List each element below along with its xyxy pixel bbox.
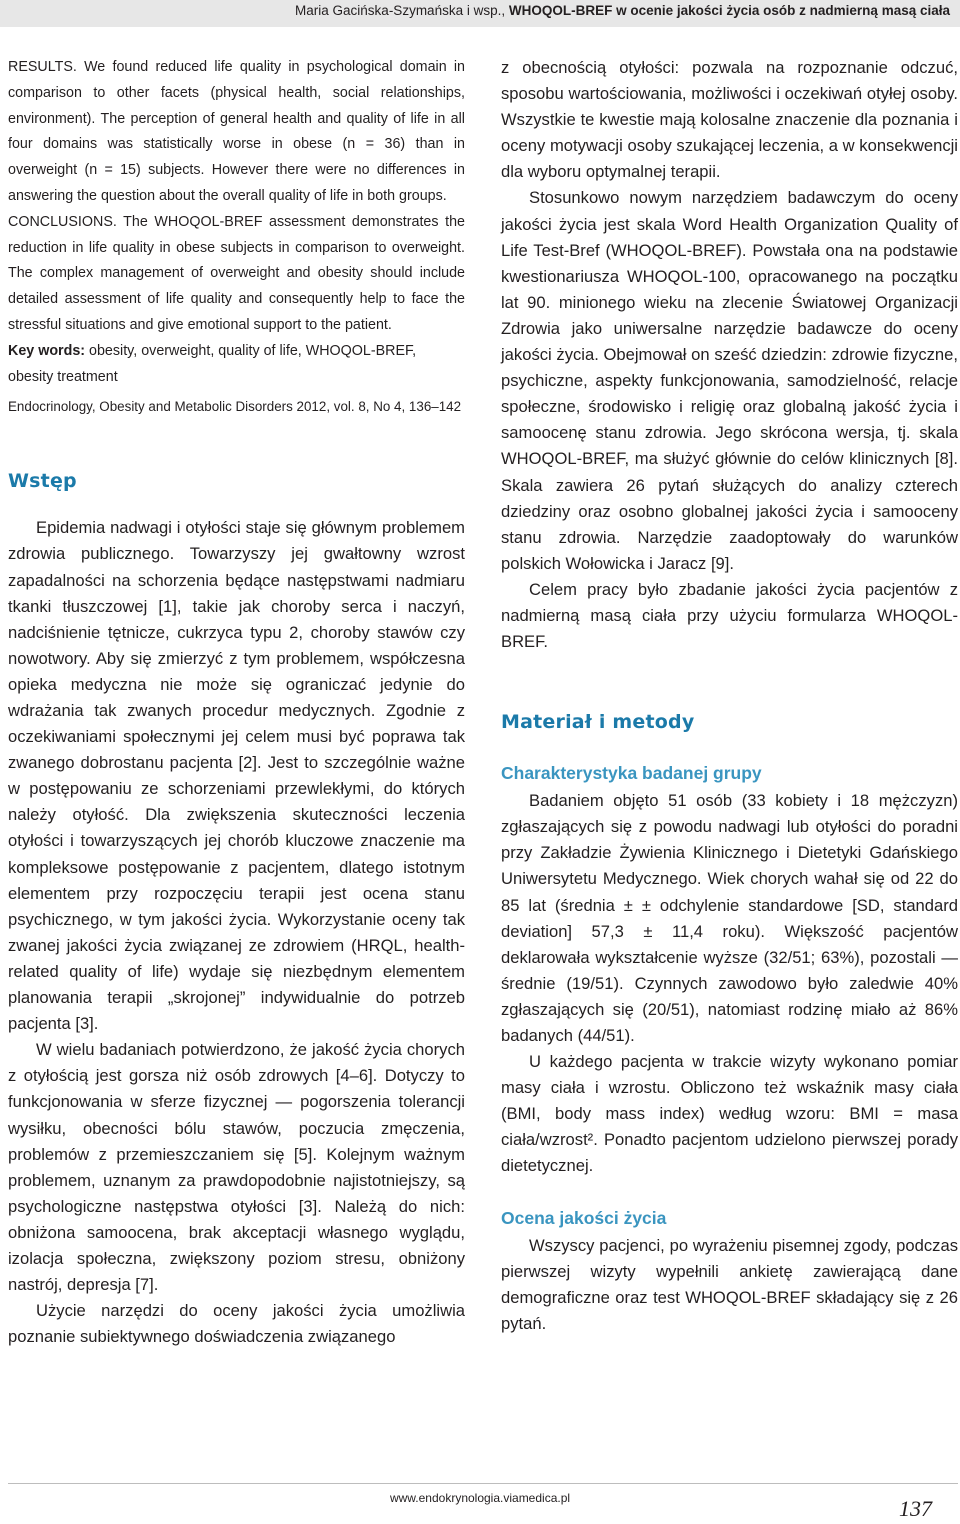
qol-paragraph-1: Wszyscy pacjenci, po wyrażeniu pisemnej zgody, podczas pierwszej wizyty wypełnili ankietę zawierającą dane demograficzne oraz test WHOQOL-BREF składający się z 26 pytań.	[501, 1235, 958, 1333]
running-header	[0, 0, 960, 27]
group-paragraph-2: U każdego pacjenta w trakcie wizyty wykonano pomiar masy ciała i wzrostu. Obliczono też wskaźnik masy ciała (BMI, body mass index) według wzoru: BMI = masa ciała/wzrost². Ponadto pacjentom udzielono pierwszej porady dietetycznej.	[501, 1052, 958, 1176]
right-paragraph-2: Stosunkowo nowym narzędziem badawczym do oceny jakości życia jest skala Word Health Organization Quality of Life Test-Bref (WHOQOL-BREF). Powstała ona na podstawie kwestionariusza WHOQOL-100, opracowanego na początku lat 90. minionego wieku na zlecenie Światowej Organizacji Zdrowia jako uniwersalne narzędzie badawcze do oceny jakości życia. Obejmował on sześć dziedzin: zdrowie fizyczne, psychiczne, aspekty funkcjonowania, samodzielność, relacje społeczne, środowisko i religię oraz globalną jakość życia i samoocenę stanu zdrowia. Jego skrócona wersja, tj. skala WHOQOL-BREF, ma służyć głównie do celów klinicznych [8]. Skala zawiera 26 pytań służących do analizy czterech dziedziny oraz osobno globalnej jakości życia i samooceny stanu zdrowia. Narzędzie zaadoptowały do warunków polskich Wołowicka i Jaracz [9].	[501, 188, 958, 573]
group-body	[501, 788, 958, 1179]
left-column	[8, 55, 465, 1350]
intro-paragraph-3: Użycie narzędzi do oceny jakości życia umożliwia poznanie subiektywnego doświadczenia związanego	[8, 1301, 465, 1347]
section-heading-methods: Materiał i metody	[501, 711, 695, 734]
citation: Endocrinology, Obesity and Metabolic Disorders 2012, vol. 8, No 4, 136–142	[8, 399, 462, 415]
section-heading-intro: Wstęp	[8, 470, 77, 493]
footer-url: www.endokrynologia.viamedica.pl	[389, 1491, 571, 1505]
right-paragraph-1: z obecnością otyłości: pozwala na rozpoznanie odczuć, sposobu wartościowania, możliwości i oczekiwań otyłej osoby. Wszystkie te kwestie mają kolosalne znaczenie dla poznania i oceny motywacji osoby szukającej leczenia, a w konsekwencji dla wyboru optymalnej terapii.	[501, 58, 958, 182]
group-paragraph-1: Badaniem objęto 51 osób (33 kobiety i 18 mężczyzn) zgłaszających się z powodu nadwagi lub otyłości do poradni przy Zakładzie Żywienia Klinicznego i Dietetyki Gdańskiego Uniwersytetu Medycznego. Wiek chorych wahał się od 22 do 85 lat (średnia ± ± odchylenie standardowe [SD, standard deviation] 57,3 ± 11,4 roku). Większość pacjentów deklarowała wykształcenie wyższe (32/51; 63%), pozostali — średnie (19/51). Czynnych zawodowo było zaledwie 40% zgłaszających się (20/51), natomiast rodzinę miało aż 86% badanych (44/51).	[501, 791, 958, 1045]
right-paragraph-3: Celem pracy było zbadanie jakości życia pacjentów z nadmierną masą ciała przy użyciu formularza WHOQOL-BREF.	[501, 579, 958, 652]
header-title: WHOQOL-BREF w ocenie jakości życia osób z nadmierną masą ciała	[508, 3, 950, 18]
intro-paragraph-1: Epidemia nadwagi i otyłości staje się głównym problemem zdrowia publicznego. Towarzyszy jej gwałtowny wzrost zapadalności na schorzenia będące następstwami nadmiaru tkanki tłuszczowej [1], takie jak choroby serca i naczyń, nadciśnienie tętnicze, cukrzyca typu 2, choroby stawów czy nowotwory. Aby się zmierzyć z tym problemem, współczesna opieka medyczna nie może się ograniczać jedynie do wdrażania tak zwanych procedur medycznych. Zgodnie z oczekiwaniami społecznymi jej celem musi być poprawa tak zwanego dobrostanu pacjenta [2]. Jest to szczególnie ważne w postępowaniu ze schorzeniami przewlekłymi, do których należy otyłość. Dla zwiększenia skuteczności leczenia otyłości i towarzyszących jej chorób kluczowe znaczenie ma kompleksowe postępowanie z pacjentem, dlatego istotnym elementem przy rozpoczęciu terapii jest ocena stanu psychicznego, w tym jakości życia. Wykorzystanie oceny tak zwanej jakości życia związanej ze zdrowiem (HRQL, health-related quality of life) wydaje się niezbędnym elementem planowania terapii „skrojonej” indywidualnie do potrzeb pacjenta [3].	[8, 518, 465, 1034]
abstract-conclusions: CONCLUSIONS. The WHOQOL-BREF assessment demonstrates the reduction in life quality in obese subjects in comparison to overweight. The complex management of overweight and obesity should include detailed assessment of life quality and consequently help to face the stressful situations and give emotional support to the patient.	[8, 213, 465, 333]
subheading-group: Charakterystyka badanej grupy	[501, 763, 762, 784]
abstract-keywords	[8, 339, 465, 391]
keywords-list: obesity, overweight, quality of life, WHOQOL-BREF, obesity treatment	[8, 342, 417, 385]
running-header-text	[295, 3, 950, 18]
footer-divider	[8, 1483, 958, 1484]
abstract	[8, 55, 465, 417]
right-column	[501, 55, 958, 1337]
keywords-label: Key words:	[8, 342, 86, 359]
qol-body	[501, 1233, 958, 1337]
intro-paragraph-2: W wielu badaniach potwierdzono, że jakość życia chorych z otyłością jest gorsza niż osób zdrowych [4–6]. Dotyczy to funkcjonowania w sferze fizycznej — pogorszenia tolerancji wysiłku, obecności bólu stawów, poczucia zmęczenia, problemów z przemieszczaniem się [5]. Kolejnym ważnym problemem, uznanym za prawdopodobnie najistotniejszy, są psychologiczne następstwa otyłości [3]. Należą do nich: obniżona samoocena, brak akceptacji własnego wyglądu, izolacja społeczna, zwiększony poziom stresu, obniżony nastrój, depresja [7].	[8, 1040, 465, 1295]
abstract-results: RESULTS. We found reduced life quality in psychological domain in comparison to other facets (physical health, social relationships, environment). The perception of general health and quality of life in all four domains was statistically worse in obese (n = 36) than in overweight (n = 15) subjects. However there were no differences in answering the question about the overall quality of life in both groups.	[8, 59, 465, 204]
page-number: 137	[899, 1496, 932, 1521]
intro-body	[8, 515, 465, 1350]
header-authors: Maria Gacińska-Szymańska i wsp.,	[295, 3, 506, 18]
right-body-top	[501, 55, 958, 655]
subheading-qol: Ocena jakości życia	[501, 1207, 667, 1228]
